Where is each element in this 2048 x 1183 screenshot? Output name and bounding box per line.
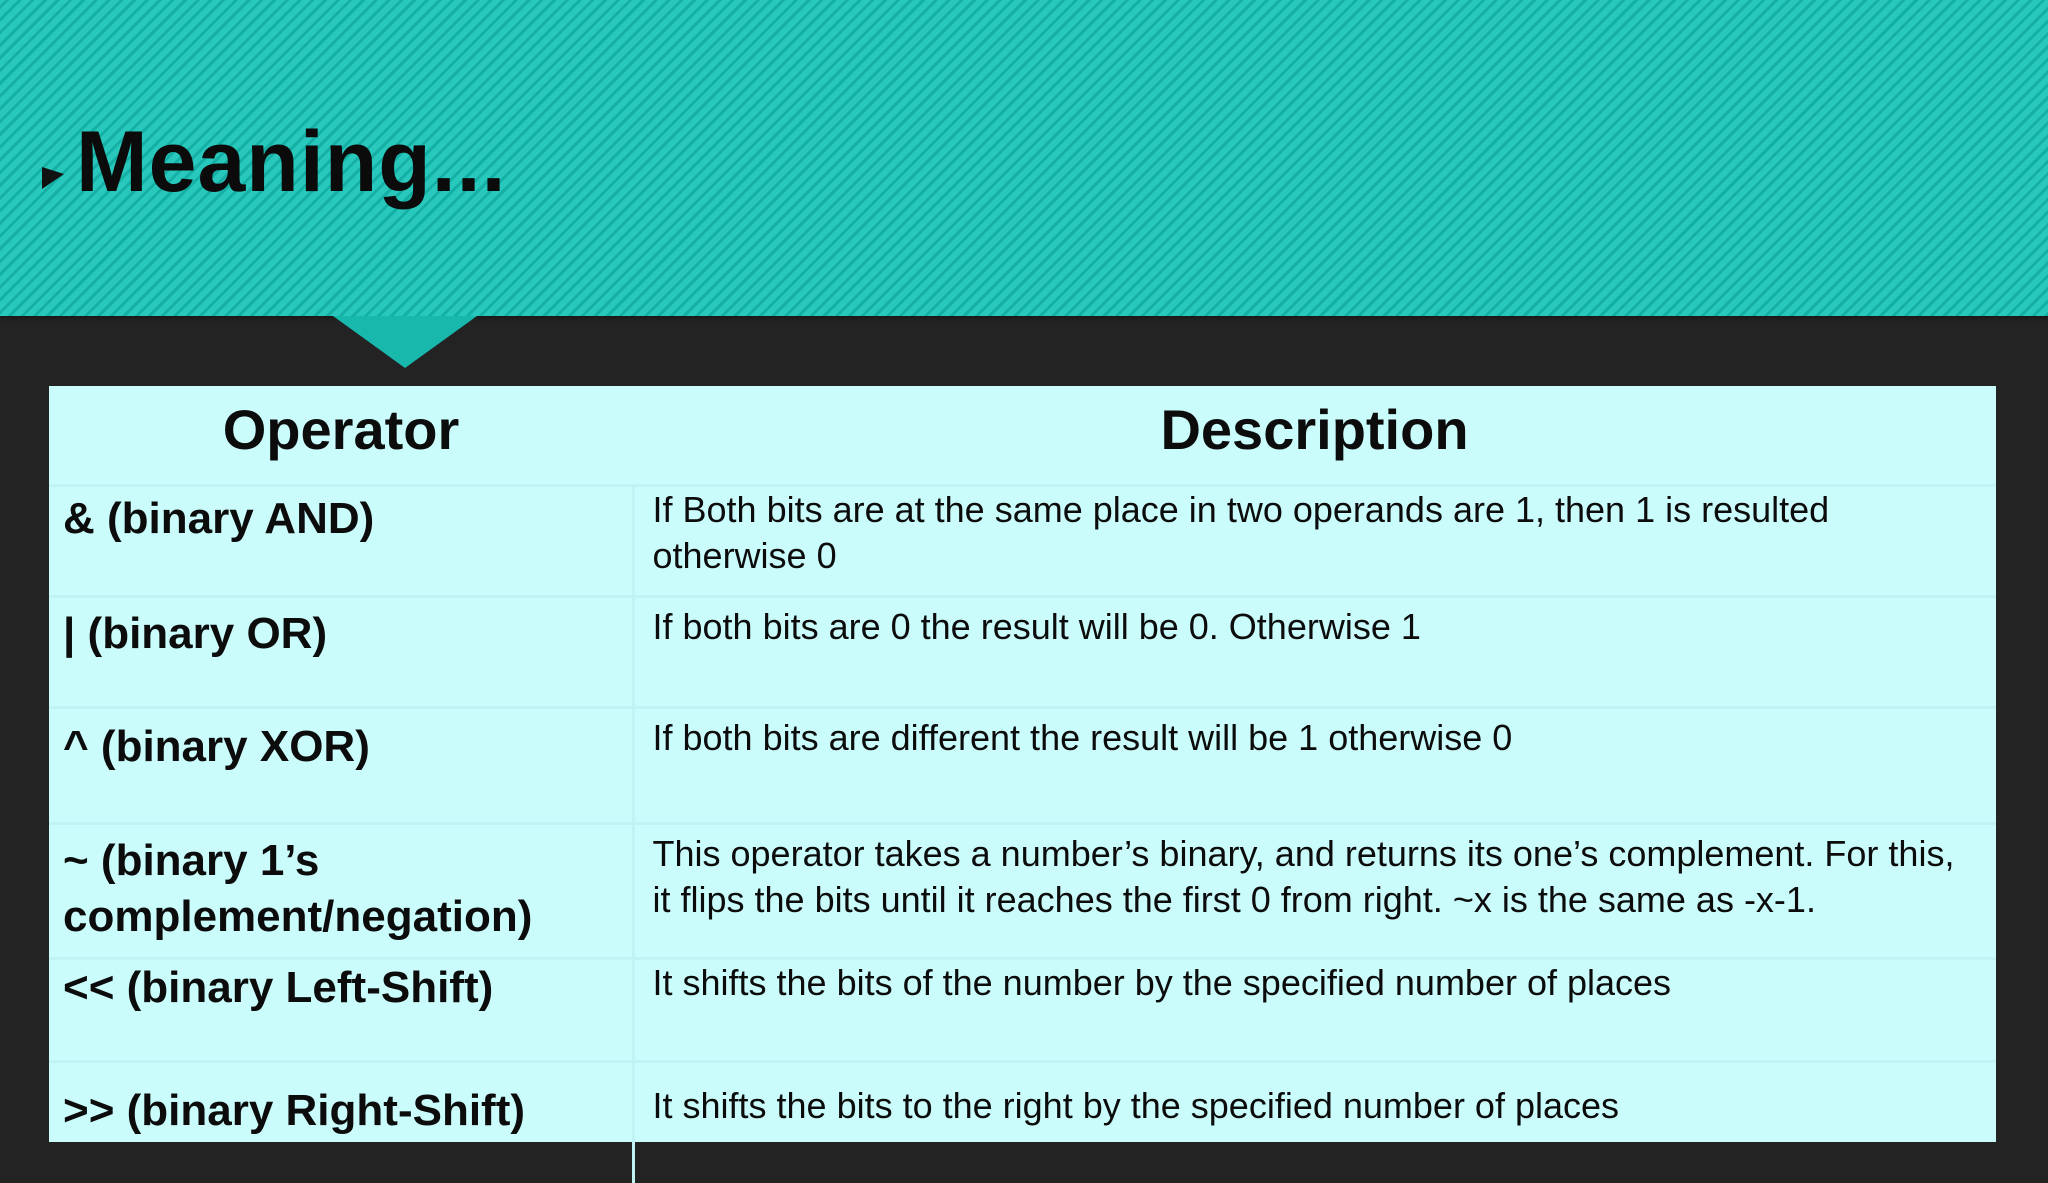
table-row bbox=[49, 708, 1996, 824]
operator-cell: << (binary Left-Shift) bbox=[49, 959, 633, 1062]
table-row bbox=[49, 959, 1996, 1062]
table-row bbox=[49, 486, 1996, 597]
table-row bbox=[49, 597, 1996, 708]
operator-cell: | (binary OR) bbox=[49, 597, 633, 708]
description-cell: If Both bits are at the same place in two operands are 1, then 1 is resulted otherwise 0 bbox=[633, 486, 1996, 597]
operator-cell: ~ (binary 1’s complement/negation) bbox=[49, 824, 633, 959]
operator-cell: >> (binary Right-Shift) bbox=[49, 1062, 633, 1183]
banner-notch bbox=[333, 316, 477, 368]
operator-table bbox=[49, 386, 1996, 1142]
description-cell: If both bits are 0 the result will be 0. Otherwise 1 bbox=[633, 597, 1996, 708]
operator-cell: & (binary AND) bbox=[49, 486, 633, 597]
header-operator: Operator bbox=[49, 386, 633, 486]
table-row bbox=[49, 1062, 1996, 1183]
description-cell: This operator takes a number’s binary, and returns its one’s complement. For this, it flips the bits until it reaches the first 0 from right. ~x is the same as -x-1. bbox=[633, 824, 1996, 959]
table-header-row bbox=[49, 386, 1996, 486]
slide-title bbox=[42, 112, 506, 212]
description-cell: It shifts the bits to the right by the specified number of places bbox=[633, 1062, 1996, 1183]
slide-title-text: Meaning... bbox=[76, 112, 506, 212]
operator-table-grid bbox=[49, 386, 1996, 1183]
description-cell: It shifts the bits of the number by the specified number of places bbox=[633, 959, 1996, 1062]
arrowhead-bullet-icon bbox=[42, 163, 64, 189]
header-description: Description bbox=[633, 386, 1996, 486]
description-cell: If both bits are different the result will be 1 otherwise 0 bbox=[633, 708, 1996, 824]
table-row bbox=[49, 824, 1996, 959]
operator-cell: ^ (binary XOR) bbox=[49, 708, 633, 824]
